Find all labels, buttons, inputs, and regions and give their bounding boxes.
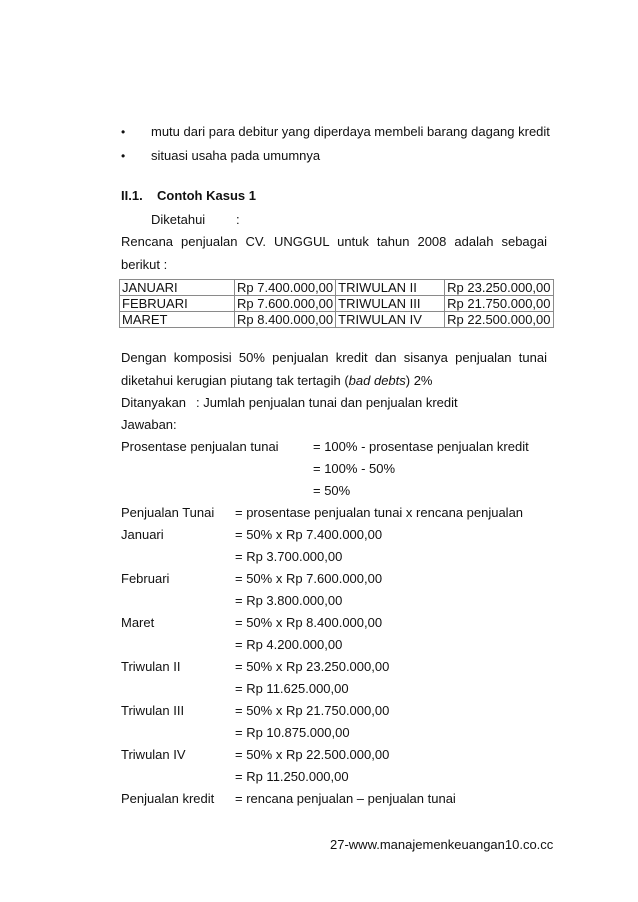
calc-label: Triwulan III <box>121 703 185 718</box>
plan-cell-month: MARET <box>120 312 235 328</box>
plan-cell-quarter: TRIWULAN IV <box>336 312 445 328</box>
plan-table-row <box>120 280 554 296</box>
prosentase-line: = 50% <box>313 483 351 498</box>
plan-cell-quarter: TRIWULAN II <box>336 280 445 296</box>
calc-result: = Rp 3.800.000,00 <box>235 593 343 608</box>
plan-table-row <box>120 312 554 328</box>
calc-formula: = 50% x Rp 23.250.000,00 <box>235 659 390 674</box>
composition-line <box>121 373 433 389</box>
prosentase-label: Prosentase penjualan tunai <box>121 439 279 454</box>
jawaban-label: Jawaban: <box>121 417 177 432</box>
calc-formula: = 50% x Rp 8.400.000,00 <box>235 615 383 630</box>
bullet-icon: • <box>121 125 126 139</box>
plan-cell-month: FEBRUARI <box>120 296 235 312</box>
intro-line: Rencana penjualan CV. UNGGUL untuk tahun 2008 adalah sebagai <box>121 234 547 249</box>
plan-cell-month-value: Rp 7.400.000,00 <box>235 280 336 296</box>
plan-cell-quarter-value: Rp 21.750.000,00 <box>445 296 553 312</box>
bullet-text: situasi usaha pada umumnya <box>151 148 321 163</box>
plan-table-row <box>120 296 554 312</box>
bullet-text: mutu dari para debitur yang diperdaya membeli barang dagang kredit <box>151 124 550 139</box>
calc-formula: = 50% x Rp 22.500.000,00 <box>235 747 390 762</box>
prosentase-line: = 100% - prosentase penjualan kredit <box>313 439 529 454</box>
calc-label: Februari <box>121 571 170 586</box>
calc-result: = Rp 3.700.000,00 <box>235 549 343 564</box>
plan-cell-month-value: Rp 7.600.000,00 <box>235 296 336 312</box>
ditanyakan-text: : Jumlah penjualan tunai dan penjualan kredit <box>196 395 458 410</box>
page-footer: 27-www.manajemenkeuangan10.co.cc <box>330 837 554 852</box>
calc-label: Penjualan kredit <box>121 791 215 806</box>
calc-label: Maret <box>121 615 155 630</box>
calc-formula: = 50% x Rp 7.600.000,00 <box>235 571 383 586</box>
plan-cell-quarter-value: Rp 22.500.000,00 <box>445 312 553 328</box>
plan-cell-month-value: Rp 8.400.000,00 <box>235 312 336 328</box>
bad-debts-term: bad debts <box>348 373 406 388</box>
plan-cell-quarter-value: Rp 23.250.000,00 <box>445 280 553 296</box>
diketahui-label: Diketahui <box>151 212 206 227</box>
ditanyakan-label: Ditanyakan <box>121 395 187 410</box>
composition-text: ) 2% <box>405 373 433 388</box>
calc-result: = Rp 11.250.000,00 <box>235 769 349 784</box>
calc-formula: = prosentase penjualan tunai x rencana penjualan <box>235 505 524 520</box>
calc-result: = Rp 4.200.000,00 <box>235 637 343 652</box>
section-number: II.1. <box>121 188 143 203</box>
diketahui-colon: : <box>236 212 240 227</box>
calc-label: Penjualan Tunai <box>121 505 215 520</box>
section-title: Contoh Kasus 1 <box>157 188 256 203</box>
calc-formula: = 50% x Rp 7.400.000,00 <box>235 527 383 542</box>
composition-text: diketahui kerugian piutang tak tertagih ( <box>121 373 349 388</box>
bullet-icon: • <box>121 149 126 163</box>
intro-line: berikut : <box>121 257 168 272</box>
plan-table <box>119 279 554 328</box>
prosentase-line: = 100% - 50% <box>313 461 396 476</box>
composition-line: Dengan komposisi 50% penjualan kredit dan sisanya penjualan tunai <box>121 350 547 365</box>
plan-cell-quarter: TRIWULAN III <box>336 296 445 312</box>
calc-result: = Rp 10.875.000,00 <box>235 725 350 740</box>
calc-formula: = 50% x Rp 21.750.000,00 <box>235 703 390 718</box>
calc-formula: = rencana penjualan – penjualan tunai <box>235 791 456 806</box>
calc-label: Januari <box>121 527 164 542</box>
calc-result: = Rp 11.625.000,00 <box>235 681 349 696</box>
calc-label: Triwulan IV <box>121 747 186 762</box>
plan-cell-month: JANUARI <box>120 280 235 296</box>
calc-label: Triwulan II <box>121 659 181 674</box>
